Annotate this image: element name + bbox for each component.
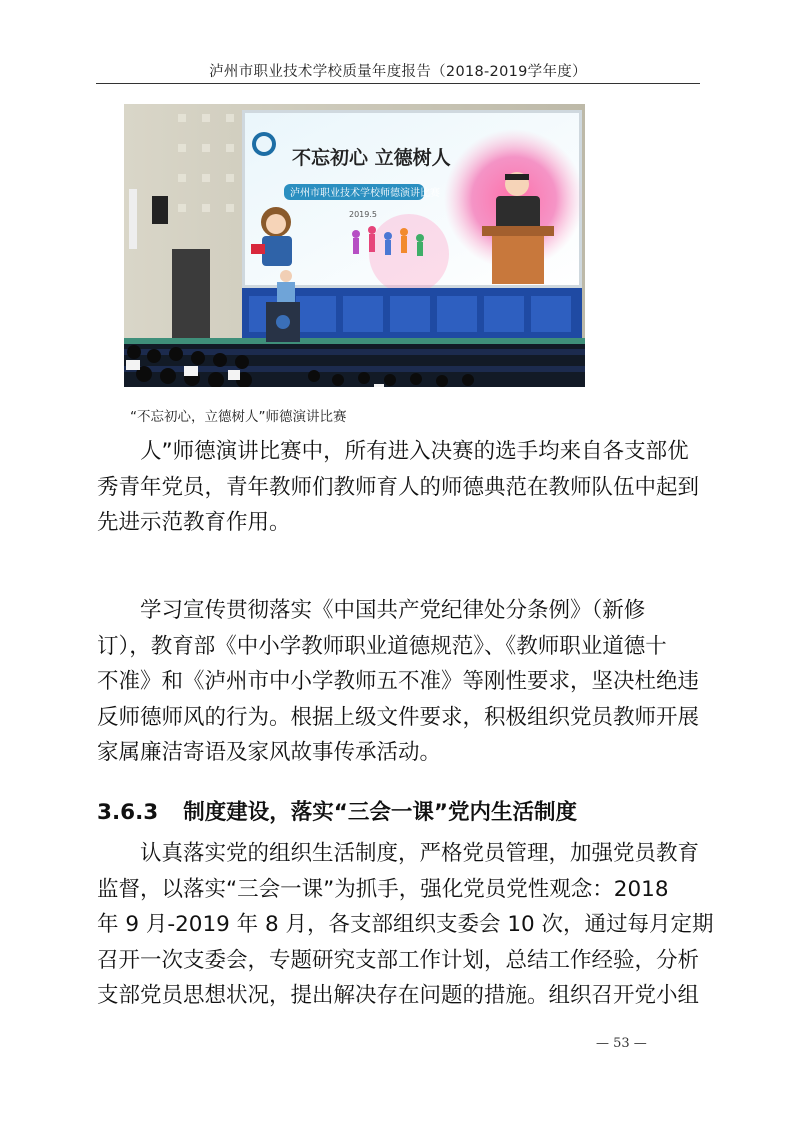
section-heading [97, 795, 577, 826]
slide-subtitle: 泸州市职业技术学校师德演讲比赛 [290, 188, 440, 199]
section-title: 制度建设，落实“三会一课”党内生活制度 [183, 800, 577, 825]
text-line: 认真落实党的组织生活制度，严格党员管理，加强党员教育 [140, 841, 700, 866]
text-line: 先进示范教育作用。 [97, 510, 291, 535]
page-number: — 53 — [596, 1036, 647, 1051]
text-line: 召开一次支委会，专题研究支部工作计划，总结工作经验，分析 [97, 947, 700, 973]
header-rule [96, 83, 700, 84]
text-line: 反师德师风的行为。根据上级文件要求，积极组织党员教师开展 [97, 704, 700, 730]
text-line: 支部党员思想状况，提出解决存在问题的措施。组织召开党小组 [97, 983, 700, 1008]
page-header: 泸州市职业技术学校质量年度报告（2018-2019学年度） [209, 64, 587, 80]
paragraph-3 [97, 836, 714, 1014]
text-line: 人”师德演讲比赛中，所有进入决赛的选手均来自各支部优 [140, 439, 689, 464]
section-number: 3.6.3 [97, 800, 159, 825]
photo-caption: “不忘初心，立德树人”师德演讲比赛 [130, 409, 347, 425]
slide-date: 2019.5 [349, 210, 377, 219]
paragraph-1 [97, 434, 701, 541]
text-line: 不准》和《泸州市中小学教师五不准》等刚性要求，坚决杜绝违 [97, 669, 700, 694]
text-line: 监督，以落实“三会一课”为抓手，强化党员党性观念：2018 [97, 876, 669, 902]
text-line: 秀青年党员，青年教师们教师育人的师德典范在教师队伍中起到 [97, 474, 700, 500]
text-line: 家属廉洁寄语及家风故事传承活动。 [97, 740, 442, 765]
text-line: 年 9 月-2019 年 8 月，各支部组织支委会 10 次，通过每月定期 [97, 912, 714, 937]
speech-contest-photo [124, 104, 585, 387]
text-line: 订），教育部《中小学教师职业道德规范》、《教师职业道德十 [97, 633, 667, 659]
paragraph-2 [97, 593, 701, 771]
text-line: 学习宣传贯彻落实《中国共产党纪律处分条例》（新修 [140, 598, 646, 623]
slide-title: 不忘初心 立德树人 [292, 147, 451, 169]
